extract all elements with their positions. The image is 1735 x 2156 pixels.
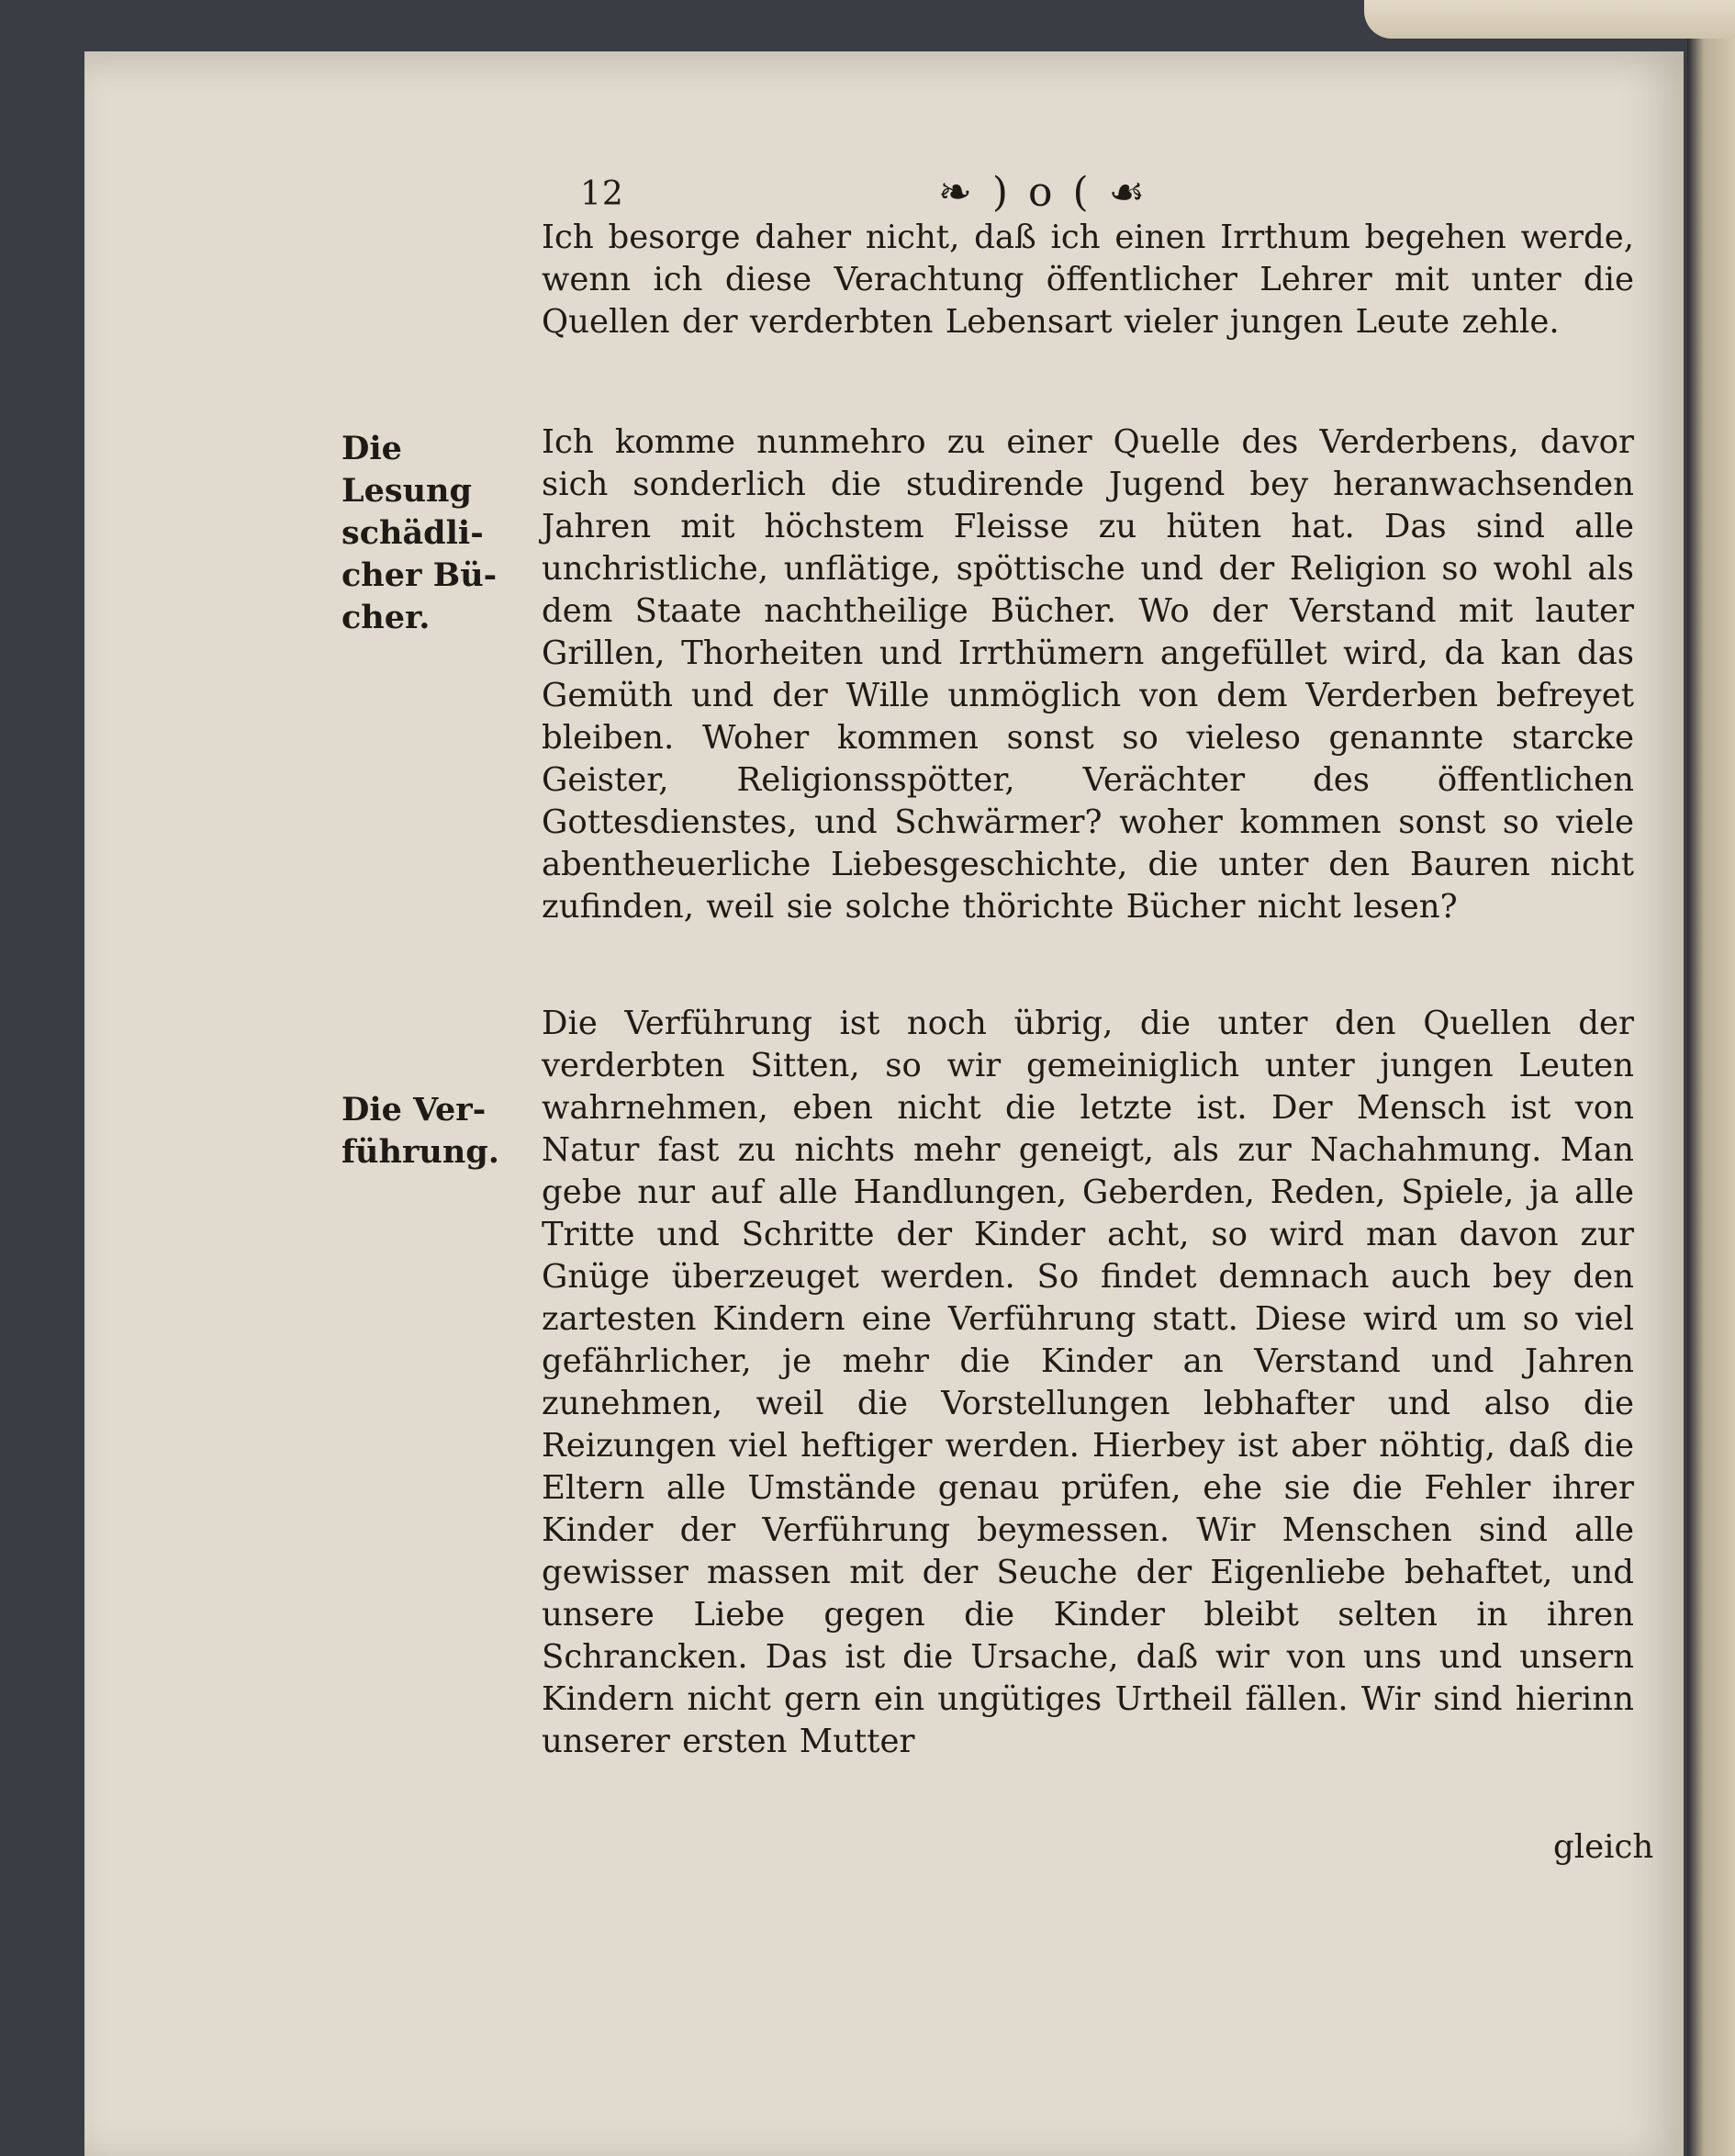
catchword: gleich bbox=[1553, 1828, 1654, 1866]
page-number: 12 bbox=[580, 175, 624, 213]
paragraph-3: Die Verführung ist noch übrig, die unter den Quellen der verderbten Sitten, so wir gemeiniglich unter jungen Leuten wahrnehmen, eben nicht die letzte ist. Der Mensch ist von Natur fast zu nichts mehr geneigt, als zur Nachahmung. Man gebe nur auf alle Handlungen, Geberden, Reden, Spiele, ja alle Tritte und Schritte der Kinder acht, so wird man davon zur Gnüge überzeuget werden. So findet demnach auch bey den zartesten Kindern eine Verführung statt. Diese wird um so viel gefährlicher, je mehr die Kinder an Verstand und Jahren zunehmen, weil die Vorstellungen lebhafter und also die Reizungen viel heftiger werden. Hierbey ist aber nöhtig, daß die Eltern alle Umstände genau prüfen, ehe sie die Fehler ihrer Kinder der Verführung beymessen. Wir Menschen sind alle gewisser massen mit der Seuche der Eigenliebe behaftet, und unsere Liebe gegen die Kinder bleibt selten in ihren Schrancken. Das ist die Ursache, daß wir von uns und unsern Kindern nicht gern ein ungütiges Urtheil fällen. Wir sind hierinn unserer ersten Mutter bbox=[542, 1005, 1634, 1760]
header-ornament: ❧ ) o ( ☙ bbox=[938, 169, 1149, 216]
margin-note-reading: Die Lesung schädli- cher Bü- cher. bbox=[341, 430, 498, 636]
paragraph-2: Ich komme nunmehro zu einer Quelle des Verderbens, davor sich sonderlich die studirende Jugend bey heranwachsenden Jahren mit höchstem Fleisse zu hüten hat. Das sind alle unchristliche, unflätige, spöttische und der Religion so wohl als dem Staate nachtheilige Bücher. Wo der Verstand mit lauter Grillen, Thorheiten und Irrthümern angefüllet wird, da kan das Gemüth und der Wille unmöglich von dem Verderben befreyet bleiben. Woher kommen sonst so vieleso genannte starcke Geister, Religionsspötter, Verächter des öffentlichen Gottesdienstes, und Schwärmer? woher kommen sonst so viele abentheuerliche Liebesgeschichte, die unter den Bauren nicht zufinden, weil sie solche thörichte Bücher nicht lesen? bbox=[542, 423, 1634, 926]
paragraph-1: Ich besorge daher nicht, daß ich einen Irrthum begehen werde, wenn ich diese Verachtung öffentlicher Lehrer mit unter die Quellen der verderbten Lebensart vieler jungen Leute zehle. bbox=[542, 219, 1634, 341]
paper-scrap bbox=[1364, 0, 1735, 39]
adjacent-page-edge bbox=[1687, 0, 1735, 2156]
book-page bbox=[84, 51, 1684, 2156]
margin-note-seduction: Die Ver- führung. bbox=[341, 1091, 499, 1171]
